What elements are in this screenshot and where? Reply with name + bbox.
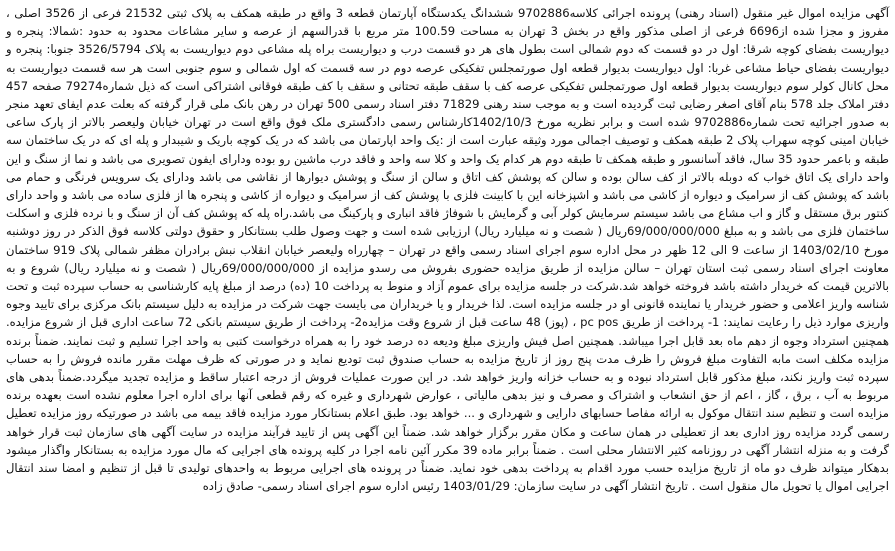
notice-body-text: آگهی مزایده اموال غیر منقول (اسناد رهنی) پرونده اجرائی کلاسه9702886 ششدانگ یکدستگاه آپارتمان قطعه 3 واقع در طبقه همکف به پلاک ثبتی 21532 فرعی از 3526 اصلی ، مفروز و مجزا شده از6696 فرعی از اصلی مذکور واقع در بخش 3 تهران به مساحت 100.59 متر مربع با قدرالسهم از عرصه و سایر مشاعات محدود به حدود :شمالا: پنجره و دیواریست بفضای کوچه شرقا: اول در دو قسمت که دوم شمالی است بطول های هر دو قسمت درب و دیواریست براه پله مشاعی دوم دیواریست به پلاک 3526/5794 جنوبا: پنجره و دیواریست بفضای حیاط مشاعی غربا: اول دیواریست بدیوار قطعه اول صورتمجلس تفکیکی عرصه دوم در سه قسمت که اول شمالی و سوم جنوبی است هر سه قسمت دیواریست به محل کانال کولر سوم دیواریست بدیوار قطعه اول صورتمجلس تفکیکی عرصه کف با سقف طبقه تحتانی و سقف با کف طبقه فوقانی اشتراکی است که ذیل شماره79274 صفحه 457 دفتر املاک جلد 578 بنام آقای اصغر رضایی ثبت گردیده است و به موجب سند رهنی 71829 دفتر اسناد رسمی 500 تهران در رهن بانک ملی قرار گرفته که بعلت عدم ایفای تعهد منجر به صدور اجرائیه تحت شماره9702886 شده است و برابر نظریه مورخ 1402/10/3کارشناس رسمی دادگستری ملک فوق واقع است در تهران خیابان ولیعصر بالاتر از پارک ساعی خیابان امینی کوچه سهراب پلاک 2 طبقه همکف و توصیف اجمالی مورد وثیقه عبارت است از :یک واحد اپارتمان می باشد که در یک کوچه باریک و شیبدار و پله ای که در یک ساختمان سه طبقه و باعمر حدود 35 سال، فاقد آسانسور و طبقه همکف تا طبقه دوم هر کدام یک واحد و کلا سه واحد و فاقد درب ماشین رو بوده ودارای ایفون تصویری می باشد و نما از سنگ و این واحد دارای یک اتاق خواب که دوبله بالاتر از کف سالن بوده و سالن که پوشش کف اتاق و سالن از سنگ و پوشش دیوارها از نقاشی می باشد ودارای یک سرویس فرنگی و حمام می باشد که پوشش کف از سرامیک و دیواره از کاشی می باشد و اشپزخانه این با کابینت فلزی با پوشش کف از سرامیک و دیواره از کاشی و پنجره ها از فلزی ساده می باشد و واحد دارای کنتور برق مستقل و گاز و اب مشاع می باشد سیستم سرمایش کولر آبی و گرمایش با شوفاژ فاقد انباری و پارکینگ می باشد.راه پله که پوشش کف آن از سنگ و با نرده فلزی و اسکلت ساختمان فلزی می باشد و به مبلغ 69/000/000/000ریال ( شصت و نه میلیارد ریال) ارزیابی شده است و جهت وصول طلب بستانکار و حقوق دولتی کلاسه فوق الذکر در روز دوشنبه مورخ 1403/02/10 از ساعت 9 الی 12 ظهر در محل اداره سوم اجرای اسناد رسمی واقع در تهران – چهارراه ولیعصر خیابان انقلاب نبش برادران مظفر شمالی پلاک 919 ساختمان معاونت اجرای اسناد رسمی ثبت استان تهران – سالن مزایده از طریق مزایده حضوری بفروش می رسدو مزایده از 69/000/000/000ریال ( شصت و نه میلیارد ریال) شروع و به بالاترین قیمت که خریدار داشته باشد فروخته خواهد شد.شرکت در جلسه مزایده برای عموم آزاد و منوط به پرداخت 10 (ده) درصد از مبلغ پایه کارشناسی به حساب سپرده ثبت و تحت شناسه واریز اعلامی و حضور خریدار یا نماینده قانونی او در جلسه مزایده است. لذا خریدار و یا خریداران می بایست جهت شرکت در مزایده به دلیل سیستم بانک مرکزی برای تایید وجوه واریزی موارد ذیل را رعایت نمایند: 1- پرداخت از طریق pc pos ، (پوز) 48 ساعت قبل از شروع وقت مزایده2- پرداخت از طریق سیستم بانکی 72 ساعت اداری قبل از شروع مزایده. همچنین استرداد وجوه از دهم ماه بعد قابل اجرا میباشد. همچنین اصل فیش واریزی مبلغ ودیعه ده درصد خود را به همراه درخواست کتبی به واحد اجرا تسلیم و ثبت نمایند. ضمناً برنده مزایده مکلف است مابه التفاوت مبلغ فروش را ظرف مدت پنج روز از تاریخ مزایده به حساب صندوق ثبت تودیع نماید و در صورتی که ظرف مهلت مقرر مانده فروش را به حساب سپرده ثبت واریز نکند، مبلغ مذکور قابل استرداد نبوده و به حساب خزانه واریز خواهد شد. در این صورت عملیات فروش از درجه اعتبار ساقط و مزایده تجدید میگردد.ضمناً بدهی های مربوط به آب ، برق ، گاز ، اعم از حق انشعاب و اشتراک و مصرف و نیز بدهی مالیاتی ، عوارض شهرداری و غیره که رقم قطعی آنها برای اداره اجرا معلوم نشده است بعهده برنده مزایده است و تنظیم سند انتقال موکول به ارائه مفاصا حسابهای دارایی و شهرداری و ... خواهد بود. طبق اعلام بستانکار مورد مزایده فاقد بیمه می باشد در صورتیکه روز مزایده تعطیل رسمی گردد مزایده روز اداری بعد از تعطیلی در همان ساعت و مکان مقرر برگزار خواهد شد. ضمناً این آگهی پس از تایید فرآیند مزایده در سایت آگهی های سازمان ثبت قرار خواهد گرفت و به منزله انتشار آگهی در روزنامه کثیر الانتشار محلی است . ضمناً برابر ماده 39 مکرر آئین نامه اجرا در کلیه پرونده های اجرایی که مال مورد مزایده به بستانکار واگذار میشود بدهکار میتواند ظرف دو ماه از تاریخ مزایده حسب مورد اقدام به پرداخت بدهی خود نماید. ضمناً در پرونده های اجرایی مربوط به واحدهای تولیدی تا قبل از تنظیم و امضا سند انتقال اجرایی اموال یا تحویل مال منقول است . تاریخ انتشار آگهی در سایت سازمان: 1403/01/29 رئیس اداره سوم اجرای اسناد رسمی- صادق زاده: [6, 6, 890, 494]
